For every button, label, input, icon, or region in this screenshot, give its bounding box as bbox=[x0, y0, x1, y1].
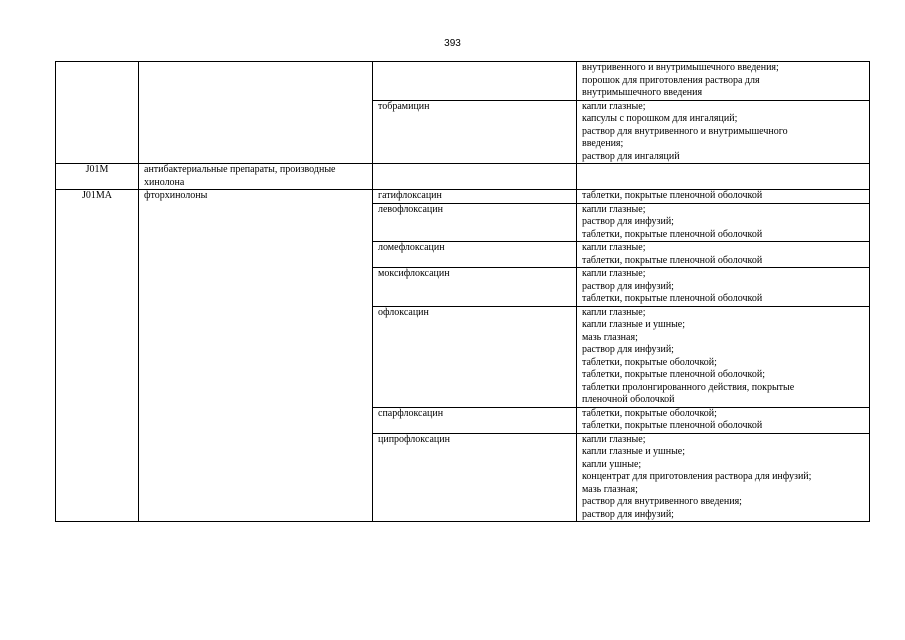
dosage-forms-cell bbox=[577, 100, 870, 164]
dosage-forms-cell bbox=[577, 242, 870, 268]
dosage-forms-cell bbox=[577, 203, 870, 242]
dosage-forms-cell bbox=[577, 407, 870, 433]
dosage-form: внутримышечного введения bbox=[582, 87, 703, 98]
dosage-form: капсулы с порошком для ингаляций; bbox=[582, 113, 738, 124]
dosage-form: таблетки, покрытые оболочкой; bbox=[582, 356, 717, 368]
dosage-form: таблетки, покрытые оболочкой; bbox=[582, 407, 717, 419]
dosage-form: капли глазные; bbox=[582, 268, 646, 279]
dosage-form: таблетки, покрытые пленочной оболочкой bbox=[582, 228, 763, 240]
dosage-form: порошок для приготовления раствора для bbox=[582, 74, 760, 86]
drug-name-cell: гатифлоксацин bbox=[373, 190, 577, 204]
dosage-form: концентрат для приготовления раствора для инфузий; bbox=[582, 471, 812, 482]
dosage-form: раствор для инфузий; bbox=[582, 508, 674, 520]
drug-classification-table bbox=[55, 61, 870, 522]
dosage-forms-cell bbox=[577, 268, 870, 307]
dosage-form: раствор для внутривенного и внутримышечного bbox=[582, 125, 788, 137]
dosage-form: введения; bbox=[582, 138, 624, 149]
dosage-form: таблетки, покрытые пленочной оболочкой bbox=[582, 190, 763, 201]
dosage-form: капли ушные; bbox=[582, 458, 642, 470]
dosage-form: мазь глазная; bbox=[582, 483, 638, 495]
dosage-form: пленочной оболочкой bbox=[582, 394, 675, 405]
dosage-form: раствор для инфузий; bbox=[582, 280, 674, 292]
dosage-form: таблетки, покрытые пленочной оболочкой bbox=[582, 293, 763, 304]
group-name-cell: антибактериальные препараты, производные хинолона bbox=[139, 164, 373, 190]
drug-name-cell: офлоксацин bbox=[373, 306, 577, 407]
dosage-form: раствор для внутривенного введения; bbox=[582, 496, 742, 507]
dosage-form: капли глазные; bbox=[582, 242, 646, 253]
dosage-forms-cell bbox=[577, 62, 870, 101]
drug-name-cell: левофлоксацин bbox=[373, 203, 577, 242]
drug-name-cell: ципрофлоксацин bbox=[373, 433, 577, 522]
dosage-form: таблетки пролонгированного действия, покрытые bbox=[582, 381, 795, 393]
page-number: 393 bbox=[444, 38, 461, 49]
atc-code-cell: J01MA bbox=[56, 190, 139, 522]
drug-name-cell: тобрамицин bbox=[373, 100, 577, 164]
dosage-form: раствор для инфузий; bbox=[582, 216, 674, 227]
group-name-cell: фторхинолоны bbox=[139, 190, 373, 522]
table-row bbox=[56, 190, 870, 204]
drug-name-cell: моксифлоксацин bbox=[373, 268, 577, 307]
dosage-form: таблетки, покрытые пленочной оболочкой bbox=[582, 420, 763, 431]
dosage-form: таблетки, покрытые пленочной оболочкой bbox=[582, 254, 763, 266]
drug-name-cell bbox=[373, 164, 577, 190]
group-name-cell bbox=[139, 62, 373, 164]
dosage-form: капли глазные; bbox=[582, 433, 646, 445]
dosage-form: раствор для ингаляций bbox=[582, 150, 680, 162]
dosage-forms-cell bbox=[577, 433, 870, 522]
dosage-form: мазь глазная; bbox=[582, 331, 638, 343]
dosage-forms-cell bbox=[577, 164, 870, 190]
dosage-form: капли глазные и ушные; bbox=[582, 319, 686, 330]
dosage-form: капли глазные; bbox=[582, 306, 646, 318]
dosage-form: раствор для инфузий; bbox=[582, 344, 674, 355]
dosage-form: капли глазные; bbox=[582, 203, 646, 215]
dosage-forms-cell bbox=[577, 190, 870, 204]
atc-code-cell bbox=[56, 62, 139, 164]
atc-code-cell: J01M bbox=[56, 164, 139, 190]
table-row bbox=[56, 164, 870, 190]
drug-name-cell: ломефлоксацин bbox=[373, 242, 577, 268]
dosage-form: капли глазные; bbox=[582, 100, 646, 112]
dosage-form: капли глазные и ушные; bbox=[582, 446, 686, 457]
drug-name-cell bbox=[373, 62, 577, 101]
dosage-form: внутривенного и внутримышечного введения; bbox=[582, 62, 779, 73]
table-row bbox=[56, 62, 870, 101]
dosage-forms-cell bbox=[577, 306, 870, 407]
drug-name-cell: спарфлоксацин bbox=[373, 407, 577, 433]
dosage-form: таблетки, покрытые пленочной оболочкой; bbox=[582, 369, 766, 380]
